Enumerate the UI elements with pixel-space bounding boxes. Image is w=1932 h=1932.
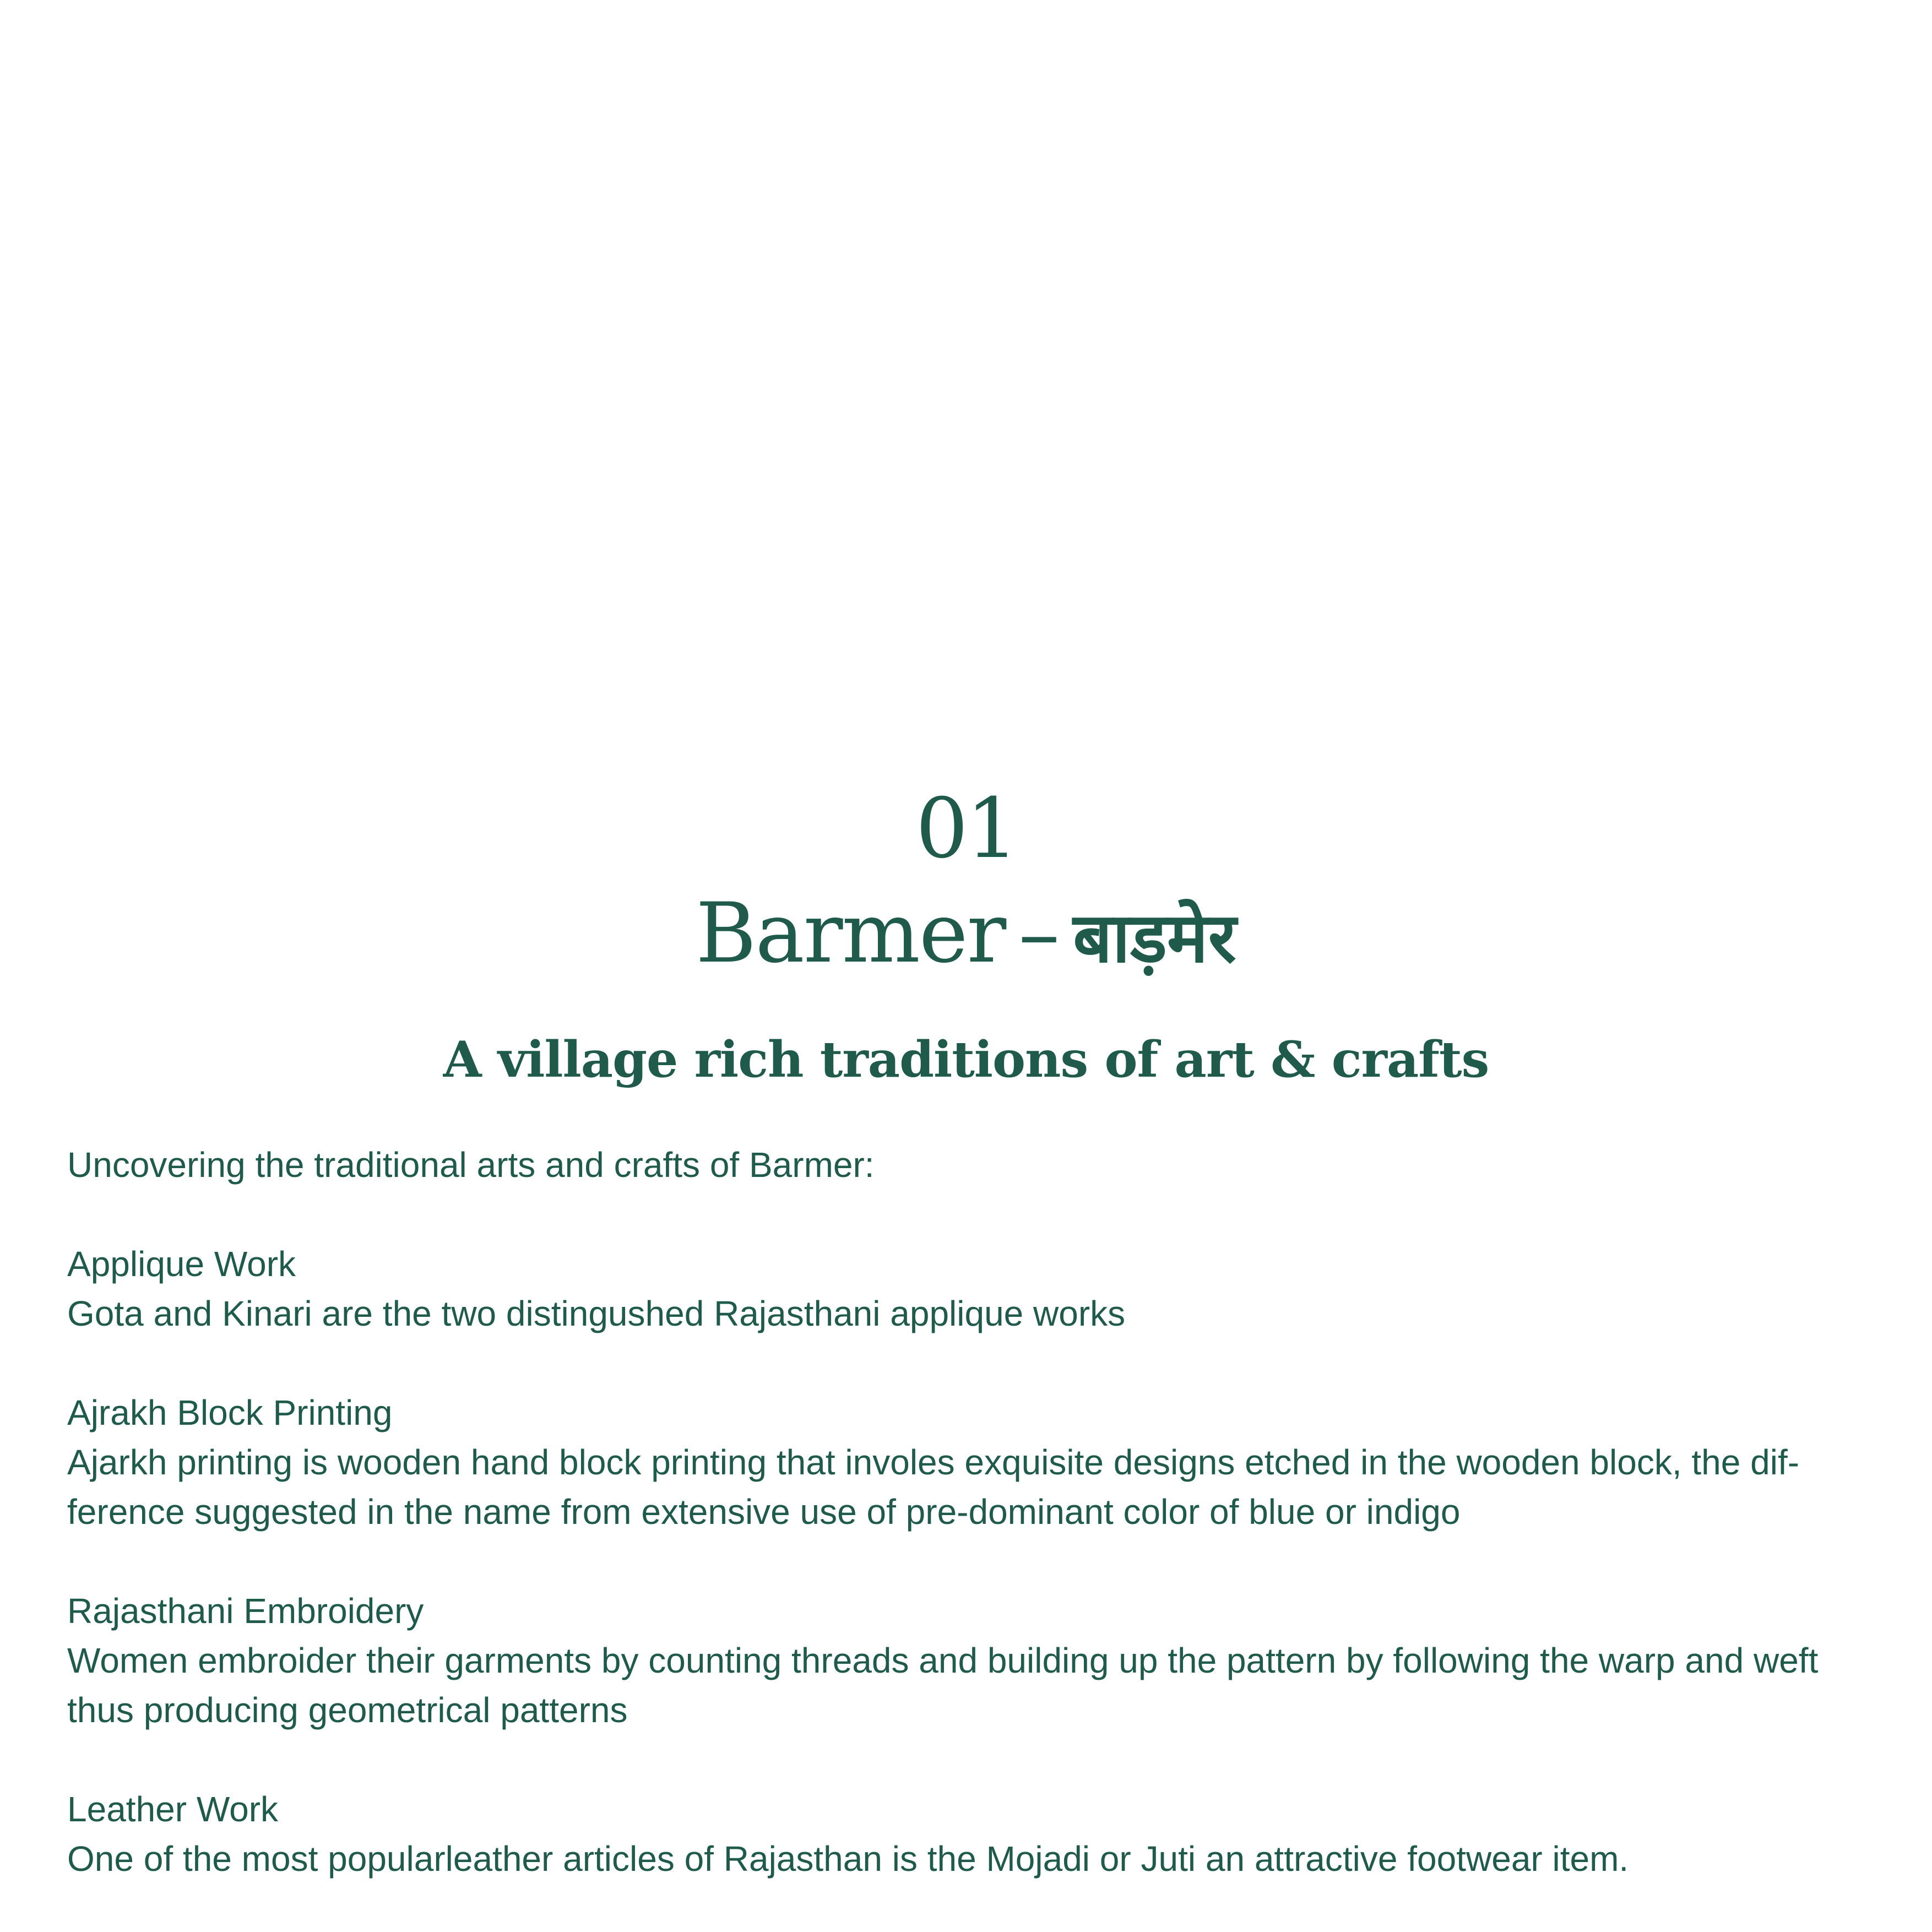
page-title-devanagari: बाड़मेर [1073,898,1236,978]
page-header [0,781,1932,1089]
intro-text: Uncovering the traditional arts and crafts of Barmer: [67,1145,875,1185]
craft-section-ajrakh [67,1388,1863,1537]
craft-section-leather [67,1784,1863,1884]
craft-title: Leather Work [67,1789,278,1829]
page-title-latin: Barmer [696,886,1006,981]
page-title [0,886,1932,981]
craft-title: Ajrakh Block Printing [67,1393,393,1432]
craft-description: Women embroider their garments by counting threads and building up the pattern by following the warp and weft thus producing geometrical patterns [67,1641,1819,1730]
page-subtitle: A village rich traditions of art & crafts [443,1030,1489,1089]
craft-description: One of the most popularleather articles of Rajasthan is the Mojadi or Juti an attractive footwear item. [67,1839,1629,1879]
craft-section-embroidery [67,1586,1863,1735]
body-content [67,1140,1863,1884]
craft-section-applique [67,1239,1863,1338]
craft-description: Gota and Kinari are the two distingushed Rajasthani applique works [67,1294,1126,1333]
page-title-separator: – [1018,886,1060,981]
chapter-number: 01 [915,781,1017,877]
craft-title: Applique Work [67,1244,296,1284]
craft-description: Ajarkh printing is wooden hand block printing that involes exquisite designs etched in the wooden block, the dif-ference suggested in the name from extensive use of pre-dominant color of blue or indigo [67,1442,1800,1532]
craft-title: Rajasthani Embroidery [67,1591,424,1631]
